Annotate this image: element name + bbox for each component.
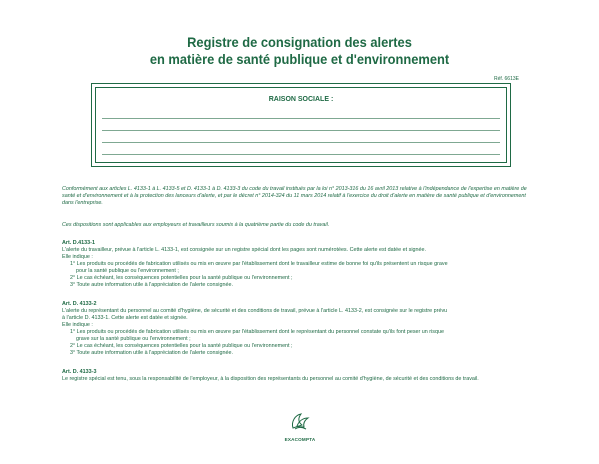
exacompta-logo	[283, 412, 317, 442]
company-name-box-inner	[95, 87, 507, 163]
list-item: 1° Les produits ou procédés de fabrication utilisés ou mis en œuvre par l'établissement dont le travailleur estime de bonne foi qu'ils présentent un risque grave	[70, 261, 448, 267]
writing-line[interactable]	[102, 118, 500, 119]
article-text: L'alerte du représentant du personnel au comité d'hygiène, de sécurité et des conditions de travail, prévue à l'article L. 4133-2, est consignée sur le registre prévu	[62, 308, 448, 314]
title-line-2: en matière de santé publique et d'environnement	[149, 51, 450, 67]
article-heading: Art. D. 4133-3	[62, 369, 97, 375]
page-title	[24, 34, 575, 68]
company-name-label: RAISON SOCIALE :	[268, 96, 334, 103]
reference-number: Réf. 6613E	[493, 76, 519, 82]
brand-name: EXACOMPTA	[284, 437, 316, 442]
article-text: Le registre spécial est tenu, sous la responsabilité de l'employeur, à la disposition des représentants du personnel au comité d'hygiène, de sécurité et des conditions de travail.	[62, 376, 479, 382]
list-item-continuation: grave sur la santé publique ou l'environnement ;	[76, 336, 191, 342]
list-item: 2° Le cas échéant, les conséquences potentielles pour la santé publique ou l'environnement ;	[70, 275, 293, 281]
title-line-1: Registre de consignation des alertes	[187, 34, 412, 50]
article-d4133-3	[62, 369, 538, 383]
intro-paragraph: Conformément aux articles L. 4133-1 à L. 4133-5 et D. 4133-1 à D. 4133-3 du code du travail institués par la loi n° 2013-316 du 16 avril 2013 relative à l'indépendance de l'expertise en matière de santé et d'environnement et à la protection des lanceurs d'alerte, et par le décret n° 2014-324 du 11 mars 2014 relatif à l'exercice du droit d'alerte en matière de santé publique et d'environnement dans l'entreprise.	[62, 186, 527, 206]
article-text: à l'article D. 4133-1. Cette alerte est datée et signée.	[62, 315, 188, 321]
writing-line[interactable]	[102, 130, 500, 131]
company-name-box	[91, 83, 511, 167]
list-item: 2° Le cas échéant, les conséquences potentielles pour la santé publique ou l'environnement ;	[70, 343, 293, 349]
list-item: 3° Toute autre information utile à l'appréciation de l'alerte consignée.	[70, 350, 233, 356]
article-heading: Art. D.4133-1	[62, 240, 95, 246]
article-list-intro: Elle indique :	[62, 322, 93, 328]
article-d4133-1	[62, 240, 538, 289]
article-d4133-2	[62, 301, 538, 357]
list-item: 3° Toute autre information utile à l'appréciation de l'alerte consignée.	[70, 282, 233, 288]
scope-paragraph: Ces dispositions sont applicables aux employeurs et travailleurs soumis à la quatrième partie du code du travail.	[62, 222, 330, 228]
exacompta-logo-icon	[289, 412, 311, 432]
article-list-intro: Elle indique :	[62, 254, 93, 260]
writing-line[interactable]	[102, 142, 500, 143]
list-item: 1° Les produits ou procédés de fabrication utilisés ou mis en œuvre par l'établissement dont le représentant du personnel constate qu'ils font peser un risque	[70, 329, 444, 335]
article-heading: Art. D. 4133-2	[62, 301, 97, 307]
article-text: L'alerte du travailleur, prévue à l'article L. 4133-1, est consignée sur un registre spécial dont les pages sont numérotées. Cette alerte est datée et signée.	[62, 247, 427, 253]
writing-line[interactable]	[102, 154, 500, 155]
list-item-continuation: pour la santé publique ou l'environnement ;	[76, 268, 179, 274]
